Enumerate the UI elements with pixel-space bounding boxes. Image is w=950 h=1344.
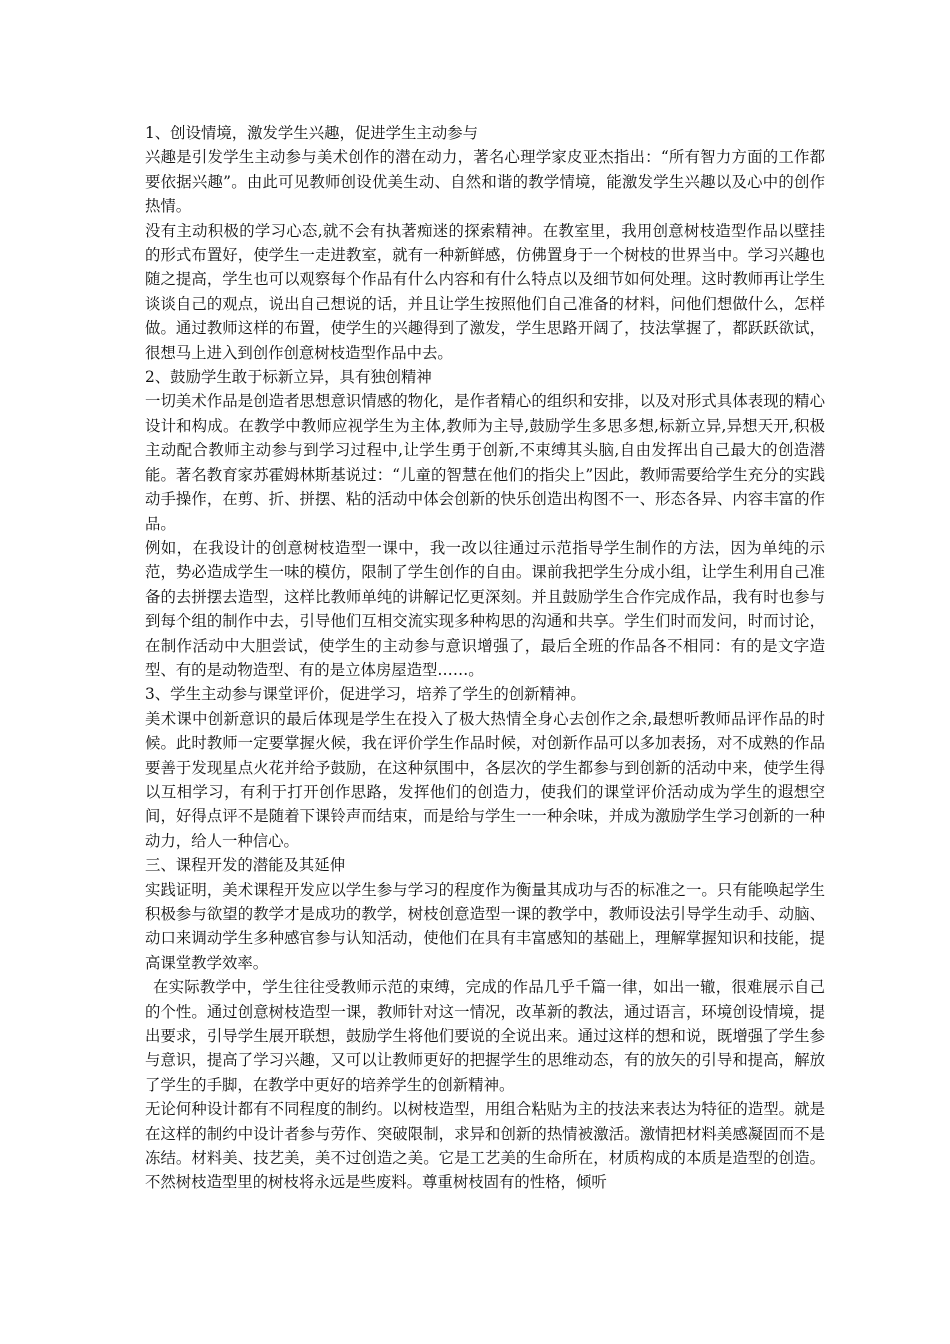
paragraph-classroom-setup: 没有主动积极的学习心态,就不会有执著痴迷的探索精神。在教室里，我用创意树枝造型作品以壁挂的形式布置好，使学生一走进教室，就有一种新鲜感，仿佛置身于一个树枝的世界当中。学习兴趣也随之提高，学生也可以观察每个作品有什么内容和有什么特点以及细节如何处理。这时教师再让学生谈谈自己的观点，说出自己想说的话，并且让学生按照他们自己准备的材料，问他们想做什么，怎样做。通过教师这样的布置，使学生的兴趣得到了激发，学生思路开阔了，技法掌握了，都跃跃欲试，很想马上进入到创作创意树枝造型作品中去。 [145, 221, 825, 362]
document-page [145, 121, 825, 1195]
section-heading-2: 2、鼓励学生敢于标新立异，具有独创精神 [145, 368, 432, 387]
paragraph-evaluation: 美术课中创新意识的最后体现是学生在投入了极大热情全身心去创作之余,最想听教师品评作品的时候。此时教师一定要掌握火候，我在评价学生作品时候，对创新作品可以多加表扬，对不成熟的作品要善于发现星点火花并给予鼓励，在这种氛围中，各层次的学生都参与到创新的活动中来，使学生得以互相学习，有利于打开创作思路，发挥他们的创造力，使我们的课堂评价活动成为学生的遐想空间，好得点评不是随着下课铃声而结束，而是给与学生一一种余味，并成为激励学生学习创新的一种动力，给人一种信心。 [145, 709, 825, 850]
paragraph-teaching-practice: 在实际教学中，学生往往受教师示范的束缚，完成的作品几乎千篇一律，如出一辙，很难展示自己的个性。通过创意树枝造型一课，教师针对这一情况，改革新的教法，通过语言，环境创设情境，提出要求，引导学生展开联想，鼓励学生将他们要说的全说出来。通过这样的想和说，既增强了学生参与意识，提高了学习兴趣，又可以让教师更好的把握学生的思维动态，有的放矢的引导和提高，解放了学生的手脚，在教学中更好的培养学生的创新精神。 [145, 978, 825, 1094]
section-heading-course-development: 三、课程开发的潜能及其延伸 [145, 856, 346, 875]
section-heading-3: 3、学生主动参与课堂评价，促进学习，培养了学生的创新精神。 [145, 685, 586, 704]
section-heading-1: 1、创设情境，激发学生兴趣，促进学生主动参与 [145, 124, 478, 142]
paragraph-creativity: 一切美术作品是创造者思想意识情感的物化，是作者精心的组织和安排，以及对形式具体表现的精心设计和构成。在教学中教师应视学生为主体,教师为主导,鼓励学生多思多想,标新立异,异想天开,积极主动配合教师主动参与到学习过程中,让学生勇于创新,不束缚其头脑,自由发挥出自己最大的创造潜能。著名教育家苏霍姆林斯基说过：“儿童的智慧在他们的指尖上”因此，教师需要给学生充分的实践动手操作，在剪、折、拼摆、粘的活动中体会创新的快乐创造出构图不一、形态各异、内容丰富的作品。 [145, 392, 825, 533]
paragraph-practice: 实践证明，美术课程开发应以学生参与学习的程度作为衡量其成功与否的标准之一。只有能唤起学生积极参与欲望的教学才是成功的教学，树枝创意造型一课的教学中，教师设法引导学生动手、动脑、动口来调动学生多种感官参与认知活动，使他们在具有丰富感知的基础上，理解掌握知识和技能，提高课堂教学效率。 [145, 880, 825, 972]
paragraph-example: 例如，在我设计的创意树枝造型一课中，我一改以往通过示范指导学生制作的方法，因为单纯的示范，势必造成学生一味的模仿，限制了学生创作的自由。课前我把学生分成小组，让学生利用自己准备的去拼摆去造型，这样比教师单纯的讲解记忆更深刻。并且鼓励学生合作完成作品，我有时也参与到每个组的制作中去，引导他们互相交流实现多种构思的沟通和共享。学生们时而发问，时而讨论，在制作活动中大胆尝试，使学生的主动参与意识增强了，最后全班的作品各不相同：有的是文字造型、有的是动物造型、有的是立体房屋造型……。 [145, 538, 825, 679]
paragraph-design-constraints: 无论何种设计都有不同程度的制约。以树枝造型，用组合粘贴为主的技法来表达为特征的造型。就是在这样的制约中设计者参与劳作、突破限制，求异和创新的热情被激活。激情把材料美感凝固而不是冻结。材料美、技艺美，美不过创造之美。它是工艺美的生命所在，材质构成的本质是造型的创造。不然树枝造型里的树枝将永远是些废料。尊重树枝固有的性格，倾听 [145, 1100, 825, 1192]
paragraph-interest: 兴趣是引发学生主动参与美术创作的潜在动力，著名心理学家皮亚杰指出：“所有智力方面的工作都要依据兴趣”。由此可见教师创设优美生动、自然和谐的教学情境，能激发学生兴趣以及心中的创作热情。 [145, 148, 825, 216]
